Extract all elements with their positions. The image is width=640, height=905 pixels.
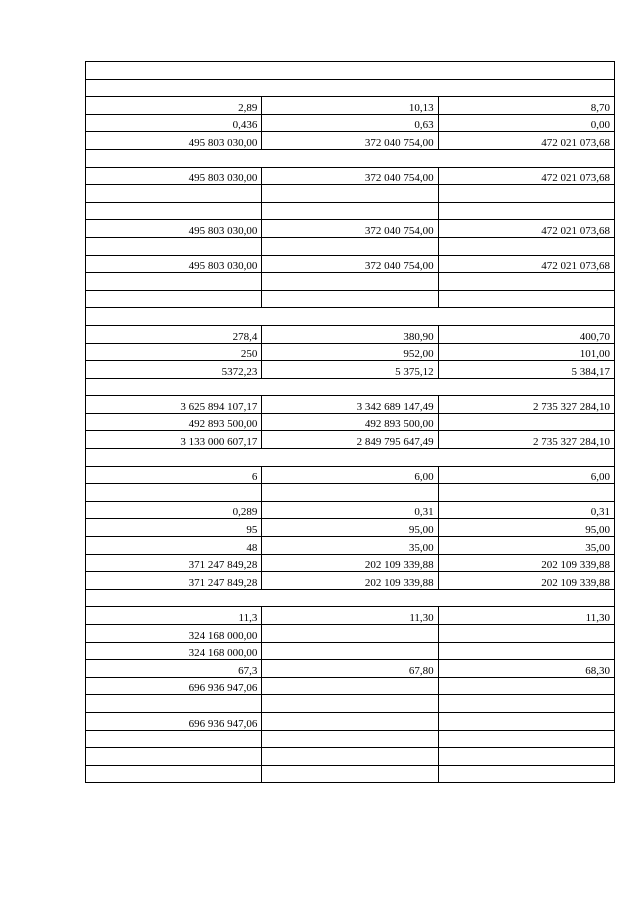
table-cell-col3: 5 384,17 — [438, 361, 614, 379]
table-cell-col2: 67,80 — [262, 660, 438, 678]
table-cell-col3: 0,31 — [438, 501, 614, 519]
table-cell-col2: 95,00 — [262, 519, 438, 537]
section-row — [86, 308, 615, 326]
table-cell-col2 — [262, 290, 438, 308]
table-cell-col1 — [86, 290, 262, 308]
table-row — [86, 97, 615, 115]
table-cell-col3: 101,00 — [438, 343, 614, 361]
table-cell-col3: 472 021 073,68 — [438, 167, 614, 185]
table-cell-col1: 495 803 030,00 — [86, 132, 262, 150]
table-cell-col3: 11,30 — [438, 607, 614, 625]
table-row — [86, 642, 615, 660]
table-cell-col2: 0,63 — [262, 114, 438, 132]
table-cell-col1: 48 — [86, 537, 262, 555]
table-cell-col1 — [86, 273, 262, 291]
table-row — [86, 185, 615, 203]
table-cell-col1 — [86, 765, 262, 783]
table-row — [86, 660, 615, 678]
table-row — [86, 484, 615, 502]
table-cell-col3 — [438, 185, 614, 203]
table-cell-col1: 11,3 — [86, 607, 262, 625]
table-cell-col3 — [438, 625, 614, 643]
table-row — [86, 255, 615, 273]
table-cell-col1 — [86, 237, 262, 255]
table-cell-col1: 0,289 — [86, 501, 262, 519]
table-cell-col3 — [438, 413, 614, 431]
table-cell-col3 — [438, 484, 614, 502]
table-cell-col2: 202 109 339,88 — [262, 572, 438, 590]
table-cell-col3: 95,00 — [438, 519, 614, 537]
section-cell — [86, 79, 615, 97]
table-cell-col1: 95 — [86, 519, 262, 537]
table-cell-col2: 35,00 — [262, 537, 438, 555]
table-cell-col3: 202 109 339,88 — [438, 572, 614, 590]
table-row — [86, 396, 615, 414]
table-cell-col2: 10,13 — [262, 97, 438, 115]
table-row — [86, 730, 615, 748]
table-cell-col1: 324 168 000,00 — [86, 625, 262, 643]
section-cell — [86, 308, 615, 326]
table-cell-col1: 3 625 894 107,17 — [86, 396, 262, 414]
table-cell-col1 — [86, 730, 262, 748]
table-cell-col1 — [86, 695, 262, 713]
table-row — [86, 202, 615, 220]
section-row — [86, 62, 615, 80]
table-cell-col2 — [262, 712, 438, 730]
table-cell-col2: 372 040 754,00 — [262, 220, 438, 238]
table-cell-col2 — [262, 185, 438, 203]
table-row — [86, 501, 615, 519]
table-cell-col1 — [86, 748, 262, 766]
table-row — [86, 466, 615, 484]
table-cell-col1: 3 133 000 607,17 — [86, 431, 262, 449]
table-cell-col3 — [438, 273, 614, 291]
table-cell-col2 — [262, 677, 438, 695]
section-cell — [86, 149, 615, 167]
table-cell-col3 — [438, 642, 614, 660]
table-row — [86, 748, 615, 766]
table-cell-col3: 472 021 073,68 — [438, 220, 614, 238]
table-cell-col2 — [262, 730, 438, 748]
table-row — [86, 325, 615, 343]
table-row — [86, 237, 615, 255]
table-cell-col1: 495 803 030,00 — [86, 220, 262, 238]
table-cell-col3 — [438, 290, 614, 308]
table-cell-col1 — [86, 202, 262, 220]
table-cell-col3 — [438, 730, 614, 748]
data-table-body — [86, 62, 615, 783]
table-row — [86, 132, 615, 150]
section-row — [86, 589, 615, 607]
section-cell — [86, 378, 615, 396]
table-cell-col3: 6,00 — [438, 466, 614, 484]
table-row — [86, 220, 615, 238]
section-row — [86, 79, 615, 97]
table-cell-col1 — [86, 484, 262, 502]
table-cell-col1: 492 893 500,00 — [86, 413, 262, 431]
table-cell-col3: 68,30 — [438, 660, 614, 678]
table-cell-col2: 372 040 754,00 — [262, 255, 438, 273]
table-cell-col3: 0,00 — [438, 114, 614, 132]
table-row — [86, 273, 615, 291]
table-cell-col1: 250 — [86, 343, 262, 361]
table-cell-col1: 495 803 030,00 — [86, 167, 262, 185]
table-row — [86, 712, 615, 730]
table-cell-col2: 2 849 795 647,49 — [262, 431, 438, 449]
table-cell-col2 — [262, 237, 438, 255]
table-cell-col2: 492 893 500,00 — [262, 413, 438, 431]
table-row — [86, 167, 615, 185]
table-row — [86, 290, 615, 308]
table-cell-col2 — [262, 273, 438, 291]
table-row — [86, 431, 615, 449]
table-row — [86, 677, 615, 695]
table-cell-col2 — [262, 748, 438, 766]
table-cell-col2 — [262, 642, 438, 660]
table-cell-col3: 400,70 — [438, 325, 614, 343]
table-cell-col3 — [438, 765, 614, 783]
table-cell-col1: 5372,23 — [86, 361, 262, 379]
table-row — [86, 765, 615, 783]
table-row — [86, 537, 615, 555]
table-row — [86, 554, 615, 572]
table-cell-col1: 371 247 849,28 — [86, 572, 262, 590]
table-cell-col2: 380,90 — [262, 325, 438, 343]
table-cell-col3: 472 021 073,68 — [438, 132, 614, 150]
table-cell-col2: 952,00 — [262, 343, 438, 361]
table-cell-col1: 495 803 030,00 — [86, 255, 262, 273]
table-cell-col2 — [262, 695, 438, 713]
table-cell-col1: 324 168 000,00 — [86, 642, 262, 660]
section-row — [86, 149, 615, 167]
table-cell-col3: 35,00 — [438, 537, 614, 555]
table-cell-col2: 0,31 — [262, 501, 438, 519]
table-row — [86, 695, 615, 713]
table-row — [86, 607, 615, 625]
table-cell-col2 — [262, 484, 438, 502]
section-row — [86, 449, 615, 467]
table-cell-col3: 202 109 339,88 — [438, 554, 614, 572]
table-cell-col1: 278,4 — [86, 325, 262, 343]
table-row — [86, 361, 615, 379]
table-cell-col2: 202 109 339,88 — [262, 554, 438, 572]
table-cell-col3 — [438, 202, 614, 220]
table-cell-col3 — [438, 712, 614, 730]
table-cell-col2: 5 375,12 — [262, 361, 438, 379]
table-cell-col3: 2 735 327 284,10 — [438, 396, 614, 414]
table-cell-col3: 8,70 — [438, 97, 614, 115]
table-cell-col3 — [438, 748, 614, 766]
table-cell-col3: 472 021 073,68 — [438, 255, 614, 273]
table-cell-col3: 2 735 327 284,10 — [438, 431, 614, 449]
table-row — [86, 413, 615, 431]
table-cell-col2 — [262, 202, 438, 220]
table-cell-col1: 0,436 — [86, 114, 262, 132]
data-table — [85, 61, 615, 783]
table-cell-col1: 371 247 849,28 — [86, 554, 262, 572]
table-cell-col1: 696 936 947,06 — [86, 677, 262, 695]
table-row — [86, 519, 615, 537]
table-cell-col1 — [86, 185, 262, 203]
section-cell — [86, 449, 615, 467]
section-cell — [86, 589, 615, 607]
table-row — [86, 343, 615, 361]
table-cell-col2: 3 342 689 147,49 — [262, 396, 438, 414]
table-row — [86, 572, 615, 590]
section-cell — [86, 62, 615, 80]
table-cell-col1: 67,3 — [86, 660, 262, 678]
table-cell-col3 — [438, 677, 614, 695]
table-cell-col1: 6 — [86, 466, 262, 484]
table-cell-col2: 372 040 754,00 — [262, 132, 438, 150]
section-row — [86, 378, 615, 396]
table-cell-col3 — [438, 695, 614, 713]
table-cell-col2 — [262, 625, 438, 643]
table-row — [86, 625, 615, 643]
table-cell-col2 — [262, 765, 438, 783]
table-cell-col1: 2,89 — [86, 97, 262, 115]
table-cell-col1: 696 936 947,06 — [86, 712, 262, 730]
table-cell-col2: 6,00 — [262, 466, 438, 484]
table-row — [86, 114, 615, 132]
table-cell-col2: 372 040 754,00 — [262, 167, 438, 185]
table-cell-col2: 11,30 — [262, 607, 438, 625]
table-cell-col3 — [438, 237, 614, 255]
